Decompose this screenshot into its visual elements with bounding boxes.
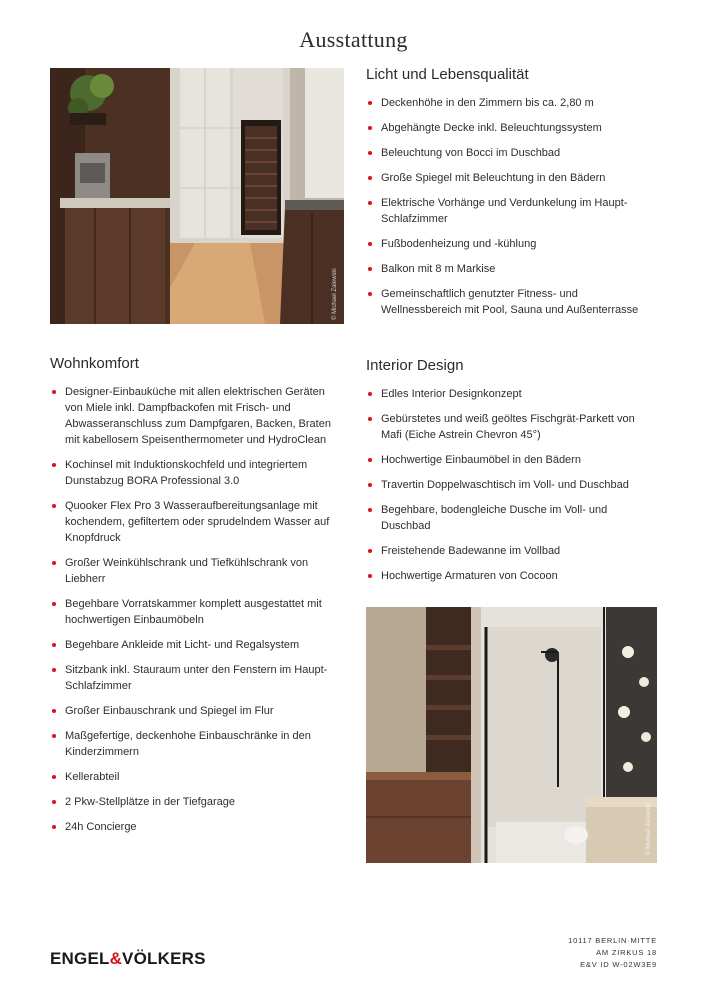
bullet-icon xyxy=(52,734,56,738)
bullet-icon xyxy=(368,483,372,487)
list-item: Sitzbank inkl. Stauraum unter den Fenstern im Haupt-Schlafzimmer xyxy=(50,662,340,694)
list-item: 2 Pkw-Stellplätze in der Tiefgarage xyxy=(50,794,340,810)
bullet-icon xyxy=(368,292,372,296)
bullet-icon xyxy=(52,504,56,508)
list-item: Maßgefertige, deckenhohe Einbauschränke in den Kinderzimmern xyxy=(50,728,340,760)
bullet-icon xyxy=(368,101,372,105)
list-item: Freistehende Badewanne im Vollbad xyxy=(366,543,658,559)
bullet-icon xyxy=(52,668,56,672)
kitchen-photo xyxy=(50,68,344,324)
section-heading: Licht und Lebensqualität xyxy=(366,66,529,83)
address-line: 10117 BERLIN·MITTE xyxy=(568,936,657,945)
address-line: E&V ID W-02W3E9 xyxy=(580,960,657,969)
photo-credit: © Michael Zalewski xyxy=(646,803,652,855)
section-wohnkomfort xyxy=(50,355,340,844)
bullet-icon xyxy=(368,201,372,205)
bullet-icon xyxy=(368,392,372,396)
list-item: Kochinsel mit Induktionskochfeld und integriertem Dunstabzug BORA Professional 3.0 xyxy=(50,457,340,489)
bullet-icon xyxy=(368,574,372,578)
bullet-icon xyxy=(52,825,56,829)
bullet-icon xyxy=(368,151,372,155)
list-item: Großer Weinkühlschrank und Tiefkühlschrank von Liebherr xyxy=(50,555,340,587)
bullet-icon xyxy=(52,463,56,467)
list-item: Kellerabteil xyxy=(50,769,340,785)
list-item: Begehbare Vorratskammer komplett ausgestattet mit hochwertigen Einbaumöbeln xyxy=(50,596,340,628)
bullet-icon xyxy=(368,508,372,512)
list-item: Fußbodenheizung und -kühlung xyxy=(366,236,658,252)
bathroom-photo xyxy=(366,607,657,863)
list-item: Gemeinschaftlich genutzter Fitness- und Wellnessbereich mit Pool, Sauna und Außenterrasse xyxy=(366,286,658,318)
bullet-icon xyxy=(368,417,372,421)
bullet-icon xyxy=(52,390,56,394)
bullet-icon xyxy=(368,549,372,553)
list-item: Quooker Flex Pro 3 Wasseraufbereitungsanlage mit kochendem, gefiltertem oder sprudelndem Wasser auf Knopfdruck xyxy=(50,498,340,546)
list-item: Große Spiegel mit Beleuchtung in den Bädern xyxy=(366,170,658,186)
list-item: Großer Einbauschrank und Spiegel im Flur xyxy=(50,703,340,719)
list-item: Beleuchtung von Bocci im Duschbad xyxy=(366,145,658,161)
bullet-icon xyxy=(52,561,56,565)
list-item: 24h Concierge xyxy=(50,819,340,835)
address-line: AM ZIRKUS 18 xyxy=(596,948,657,957)
list-item: Designer-Einbauküche mit allen elektrischen Geräten von Miele inkl. Dampfbackofen mit Frisch- und Abwasseranschluss zum Dampfgaren, Backen, Braten mit kabellosem Speisenthermometer und HydroClean xyxy=(50,384,340,448)
photo-credit: © Michael Zalewski xyxy=(332,268,338,320)
list-item: Travertin Doppelwaschtisch im Voll- und Duschbad xyxy=(366,477,658,493)
list-item: Deckenhöhe in den Zimmern bis ca. 2,80 m xyxy=(366,95,658,111)
bullet-icon xyxy=(368,176,372,180)
list-item: Hochwertige Einbaumöbel in den Bädern xyxy=(366,452,658,468)
list-item: Abgehängte Decke inkl. Beleuchtungssystem xyxy=(366,120,658,136)
bullet-icon xyxy=(52,709,56,713)
office-address xyxy=(568,935,657,971)
section-licht xyxy=(366,66,658,327)
list-item: Elektrische Vorhänge und Verdunkelung im Haupt-Schlafzimmer xyxy=(366,195,658,227)
list-item: Begehbare Ankleide mit Licht- und Regalsystem xyxy=(50,637,340,653)
bullet-icon xyxy=(52,643,56,647)
list-item: Begehbare, bodengleiche Dusche im Voll- und Duschbad xyxy=(366,502,658,534)
brand-logo: ENGEL&VÖLKERS xyxy=(50,949,206,968)
bullet-icon xyxy=(368,242,372,246)
list-item: Edles Interior Designkonzept xyxy=(366,386,658,402)
section-interior xyxy=(366,357,658,593)
bullet-icon xyxy=(52,602,56,606)
page-title: Ausstattung xyxy=(299,27,408,52)
section-heading: Wohnkomfort xyxy=(50,355,139,372)
list-item: Balkon mit 8 m Markise xyxy=(366,261,658,277)
bullet-icon xyxy=(52,800,56,804)
bullet-icon xyxy=(368,267,372,271)
section-heading: Interior Design xyxy=(366,357,464,374)
list-item: Gebürstetes und weiß geöltes Fischgrät-Parkett von Mafi (Eiche Astrein Chevron 45°) xyxy=(366,411,658,443)
bullet-icon xyxy=(368,126,372,130)
list-item: Hochwertige Armaturen von Cocoon xyxy=(366,568,658,584)
bullet-icon xyxy=(52,775,56,779)
bullet-icon xyxy=(368,458,372,462)
